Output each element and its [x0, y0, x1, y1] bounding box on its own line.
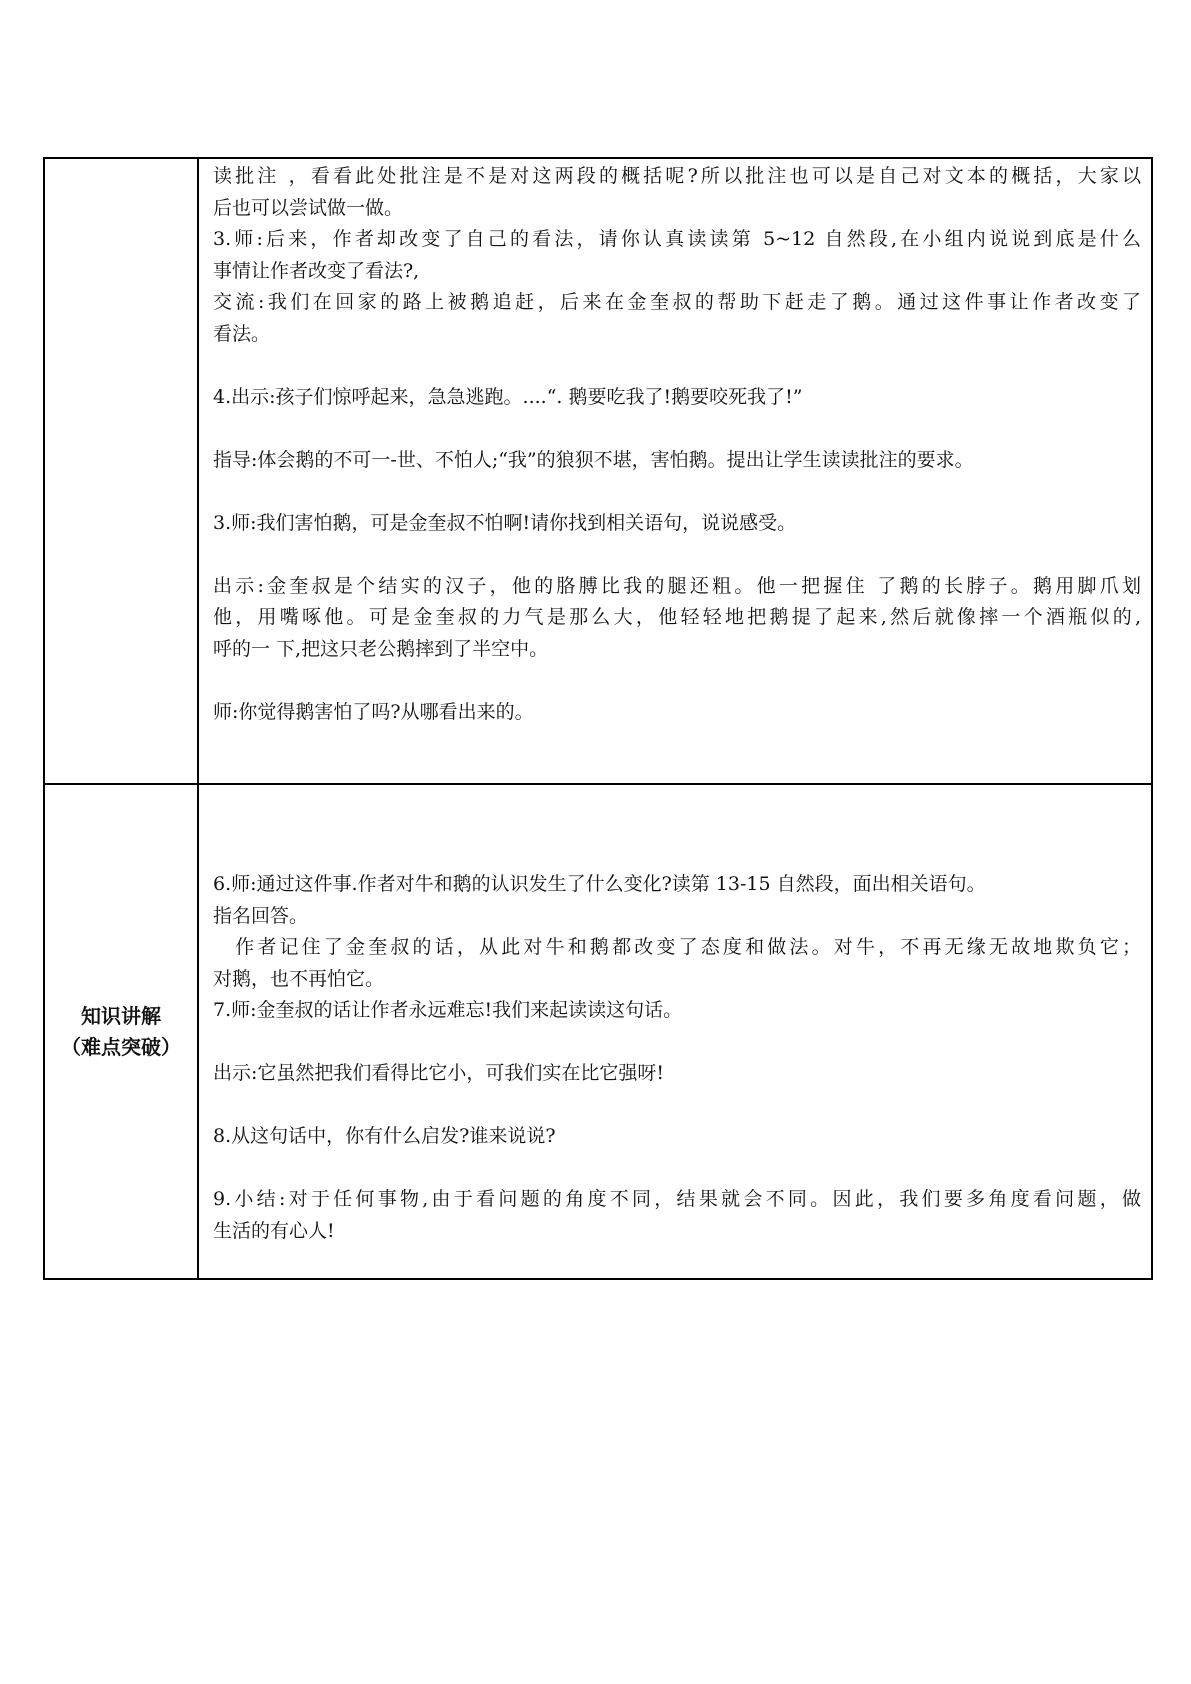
- text-line: 读批注 ，看看此处批注是不是对这两段的概括呢?所以批注也可以是自己对文本的概括，大家以: [213, 165, 1141, 187]
- text-line: 出示:金奎叔是个结实的汉子，他的胳膊比我的腿还粗。他一把握住 了鹅的长脖子。鹅用脚爪划: [213, 574, 1141, 597]
- text-line: 交流:我们在回家的路上被鹅追赶，后来在金奎叔的帮助下赶走了鹅。通过这件事让作者改变了: [213, 291, 1141, 313]
- text-line: 看法。: [213, 322, 271, 345]
- text-line: 6.师:通过这件事.作者对牛和鹅的认识发生了什么变化?读第 13-15 自然段，面出相关语句。: [213, 873, 986, 895]
- text-line: 师:你觉得鹅害怕了吗?从哪看出来的。: [213, 700, 534, 723]
- blank-line: [213, 1027, 1141, 1059]
- text-line: 3.师:后来，作者却改变了自己的看法，请你认真读读第 5~12 自然段,在小组内说说到底是什么: [213, 228, 1141, 250]
- text-line: 7.师:金奎叔的话让作者永远难忘!我们来起读读这句话。: [213, 999, 683, 1021]
- table-row: [44, 158, 1152, 784]
- text-line: 9.小结:对于任何事物,由于看问题的角度不同，结果就会不同。因此，我们要多角度看问题，做: [213, 1188, 1141, 1210]
- blank-line: [213, 476, 1141, 508]
- text-line: 生活的有心人!: [213, 1219, 335, 1242]
- text-line: 对鹅，也不再怕它。: [213, 967, 385, 990]
- text-line: 作者记住了金奎叔的话，从此对牛和鹅都改变了态度和做法。对牛，不再无缘无故地欺负它；: [213, 936, 1141, 958]
- text-line: 出示:它虽然把我们看得比它小，可我们实在比它强呀!: [213, 1062, 665, 1084]
- row-content-cell: [198, 784, 1152, 1279]
- blank-line: [213, 539, 1141, 571]
- table-row: [44, 784, 1152, 1279]
- text-line: 4.出示:孩子们惊呼起来，急急逃跑。....“. 鹅要吃我了!鹅要咬死我了!”: [213, 385, 803, 408]
- text-line: 3.师:我们害怕鹅，可是金奎叔不怕啊!请你找到相关语句，说说感受。: [213, 511, 797, 534]
- row-content-cell: [198, 158, 1152, 784]
- text-line: 事情让作者改变了看法?,: [213, 259, 420, 282]
- text-line: 8.从这句话中，你有什么启发?谁来说说?: [213, 1125, 556, 1147]
- row-label-line: （难点突破）: [61, 1034, 181, 1059]
- blank-line: [213, 1090, 1141, 1122]
- blank-line: [213, 413, 1141, 445]
- blank-line: [213, 350, 1141, 382]
- blank-line: [213, 1153, 1141, 1185]
- text-line: 指名回答。: [213, 904, 309, 927]
- text-line: 呼的一 下,把这只老公鹅摔到了半空中。: [213, 637, 549, 660]
- row-label: [45, 1001, 197, 1063]
- row-label-cell: [44, 784, 198, 1279]
- lesson-plan-table: [43, 157, 1153, 1280]
- content-lines: [213, 869, 1141, 1247]
- text-line: 他，用嘴啄他。可是金奎叔的力气是那么大，他轻轻地把鹅提了起来,然后就像摔一个酒瓶似的,: [213, 606, 1141, 628]
- row-label-line: 知识讲解: [81, 1003, 161, 1028]
- blank-line: [213, 665, 1141, 697]
- content-lines: [213, 161, 1141, 728]
- text-line: 指导:体会鹅的不可一-世、不怕人;“我”的狼狈不堪，害怕鹅。提出让学生读读批注的要求。: [213, 448, 974, 471]
- text-line: 后也可以尝试做一做。: [213, 196, 404, 219]
- row-label-cell: [44, 158, 198, 784]
